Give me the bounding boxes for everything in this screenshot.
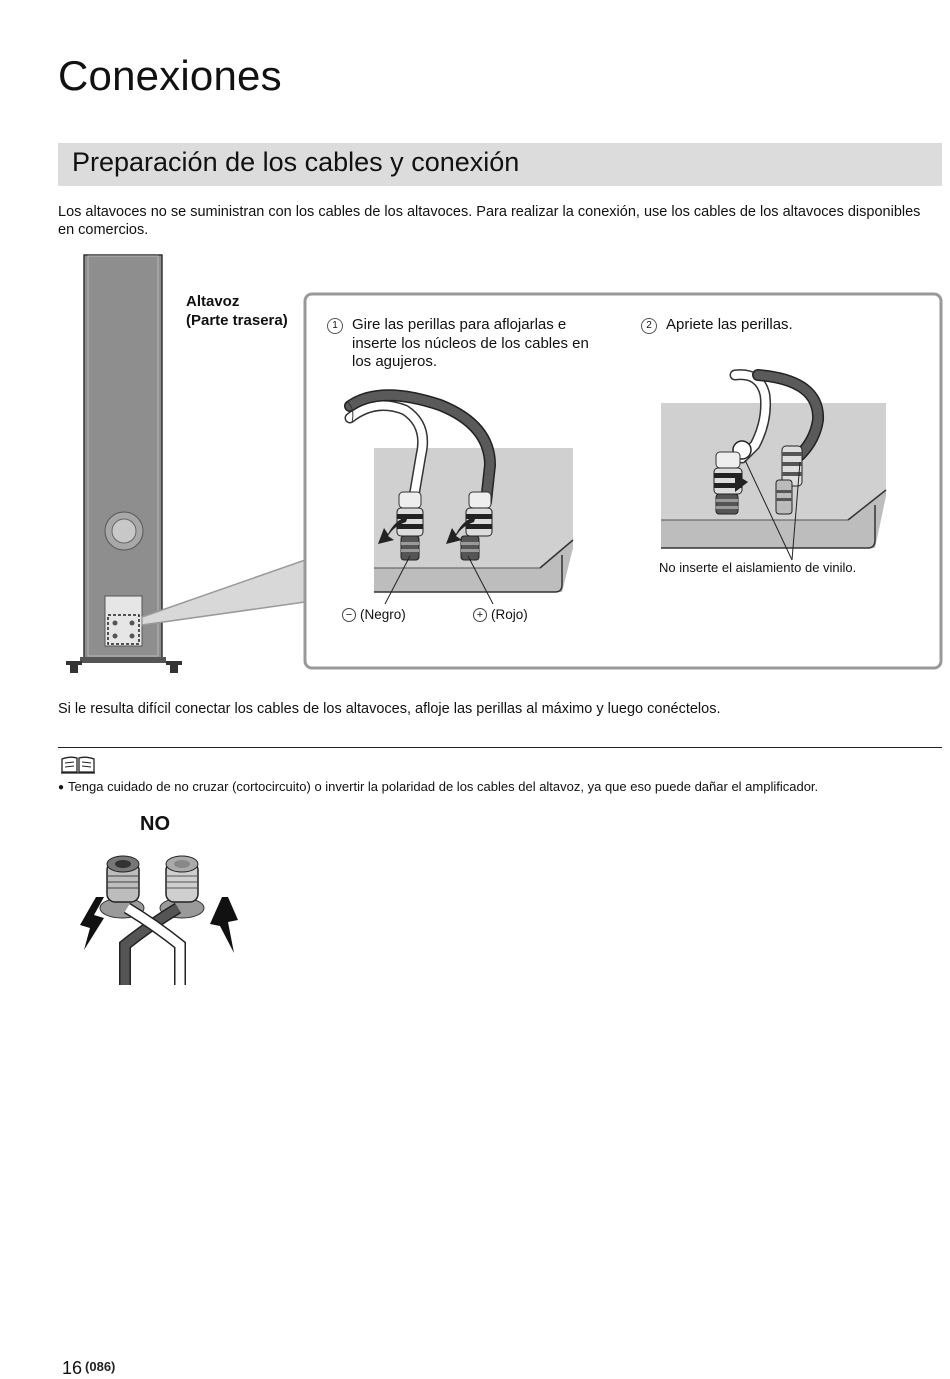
negative-label: (Negro) bbox=[360, 607, 406, 622]
speaker-label-line2: (Parte trasera) bbox=[186, 312, 288, 329]
page-number bbox=[62, 1358, 115, 1379]
step-2-text: Apriete las perillas. bbox=[666, 316, 793, 333]
speaker-label-line1: Altavoz bbox=[186, 293, 240, 310]
step-1-text: Gire las perillas para aflojarlas e inserte los núcleos de los cables en los agujeros. bbox=[352, 316, 589, 370]
bullet-icon: ● bbox=[58, 782, 65, 793]
note-text: Tenga cuidado de no cruzar (cortocircuito) o invertir la polaridad de los cables del altavoz, ya que eso puede dañar el amplificador. bbox=[68, 779, 819, 794]
intro-paragraph: Los altavoces no se suministran con los cables de los altavoces. Para realizar la conexión, use los cables de los altavoces disponibles en comercios. bbox=[58, 204, 921, 238]
plus-icon: + bbox=[473, 608, 487, 622]
page-title: Conexiones bbox=[58, 52, 282, 99]
page-code: (086) bbox=[85, 1359, 116, 1374]
no-label: NO bbox=[140, 813, 170, 835]
minus-icon: − bbox=[342, 608, 356, 622]
difficult-note: Si le resulta difícil conectar los cables de los altavoces, afloje las perillas al máximo y luego conéctelos. bbox=[58, 701, 721, 717]
lightning-right-icon bbox=[210, 897, 238, 953]
page-number-value: 16 bbox=[62, 1358, 83, 1378]
section-title: Preparación de los cables y conexión bbox=[72, 147, 520, 177]
vinyl-warning: No inserte el aislamiento de vinilo. bbox=[659, 560, 857, 575]
positive-label: (Rojo) bbox=[491, 607, 528, 622]
step-1-number: 1 bbox=[327, 318, 343, 334]
step-2-number: 2 bbox=[641, 318, 657, 334]
